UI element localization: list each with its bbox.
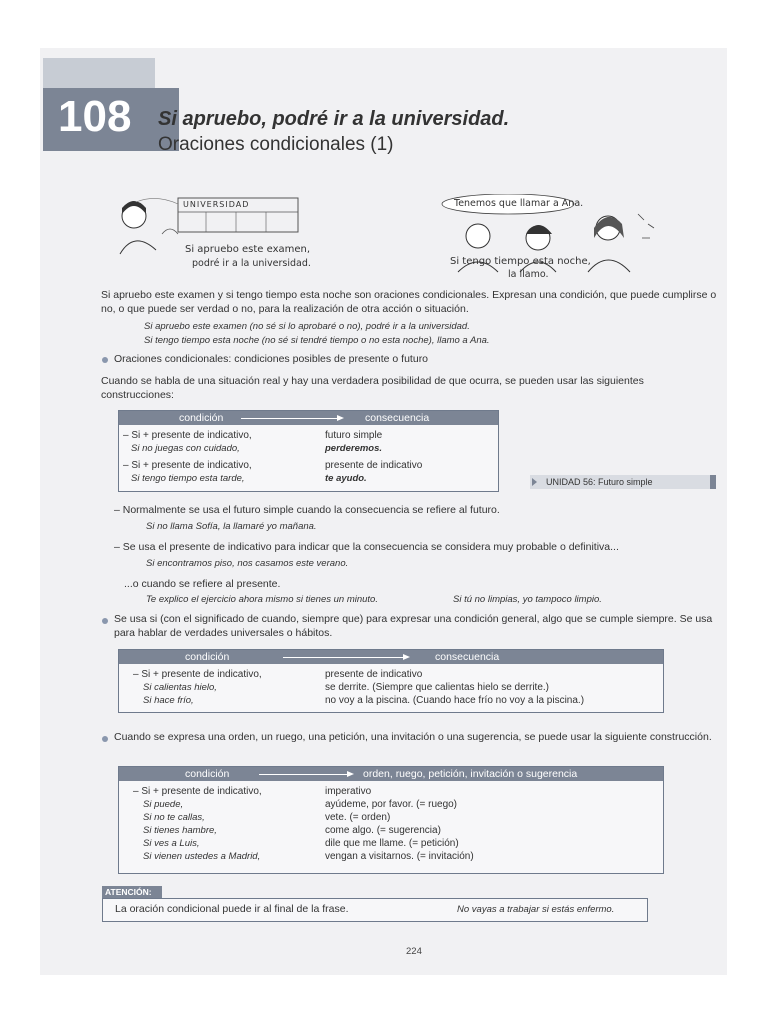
- table-cell: – Si + presente de indicativo,: [133, 669, 262, 680]
- bullet: [102, 736, 108, 742]
- table-cell: Si hace frío,: [143, 695, 194, 706]
- table-cell: te ayudo.: [325, 473, 367, 484]
- table-col-condition: condición: [179, 412, 224, 424]
- note-3-example-2: Si tú no limpias, yo tampoco limpio.: [453, 594, 602, 605]
- table-header: [119, 767, 663, 781]
- unit-ref-label: UNIDAD 56: Futuro simple: [546, 477, 653, 487]
- conditions-table-3: [118, 766, 664, 874]
- unit-subtitle: Oraciones condicionales (1): [158, 134, 394, 155]
- table-cell: vengan a visitarnos. (= invitación): [325, 851, 474, 862]
- attention-label: ATENCIÓN:: [105, 887, 152, 897]
- table-cell: imperativo: [325, 786, 372, 797]
- left-caption-line2: podré ir a la universidad.: [192, 258, 311, 269]
- left-sign: UNIVERSIDAD: [183, 200, 250, 209]
- conditions-table-2: [118, 649, 664, 713]
- table-cell: ayúdeme, por favor. (= ruego): [325, 799, 458, 810]
- attention-box: [102, 898, 648, 922]
- header-tab: [43, 58, 155, 88]
- table-arrow-line: [259, 774, 347, 775]
- unit-ref-end-bar: [710, 475, 716, 489]
- table-header: [119, 650, 663, 664]
- arrow-right-icon: [403, 654, 410, 660]
- page-number: 224: [406, 946, 422, 957]
- attention-text: La oración condicional puede ir al final de la frase.: [115, 903, 349, 915]
- table-cell: presente de indicativo: [325, 669, 423, 680]
- left-caption-line1: Si apruebo este examen,: [185, 244, 311, 255]
- table-cell: – Si + presente de indicativo,: [123, 460, 252, 471]
- intro-text: Si apruebo este examen y si tengo tiempo esta noche son oraciones condicionales. Expresan una condición, que puede cumplirse o no, o que puede ser verdad o no, para la realización de otra acción o situación.: [101, 289, 717, 315]
- unit-cross-reference[interactable]: [530, 475, 716, 489]
- table-cell: Si tengo tiempo esta tarde,: [131, 473, 245, 484]
- table-cell: Si calientas hielo,: [143, 682, 217, 693]
- table-cell: presente de indicativo: [325, 460, 423, 471]
- table-cell: – Si + presente de indicativo,: [133, 786, 262, 797]
- table-col-condition: condición: [185, 651, 230, 663]
- right-caption-line2: la llamo.: [508, 269, 549, 280]
- table-cell: Si puede,: [143, 799, 184, 810]
- table-cell: dile que me llame. (= petición): [325, 838, 459, 849]
- right-speech: Tenemos que llamar a Ana.: [454, 198, 584, 209]
- note-2: – Se usa el presente de indicativo para indicar que la consecuencia se considera muy probable o definitiva...: [114, 541, 619, 553]
- table-cell: come algo. (= sugerencia): [325, 825, 441, 836]
- table-cell: no voy a la piscina. (Cuando hace frío no voy a la piscina.): [325, 695, 585, 706]
- arrow-right-icon: [337, 415, 344, 421]
- table-cell: Si no juegas con cuidado,: [131, 443, 240, 454]
- section1-text: Cuando se habla de una situación real y hay una verdadera posibilidad de que ocurra, se pueden usar las siguientes construcciones:: [101, 375, 644, 401]
- table-arrow-line: [283, 657, 403, 658]
- conditions-table-1: [118, 410, 499, 492]
- bullet: [102, 618, 108, 624]
- table-cell: Si tienes hambre,: [143, 825, 217, 836]
- table-cell: vete. (= orden): [325, 812, 391, 823]
- section3-text: Cuando se expresa una orden, un ruego, una petición, una invitación o una sugerencia, se puede usar la siguiente construcción.: [114, 731, 712, 743]
- note-2-example: Si encontramos piso, nos casamos este verano.: [146, 558, 349, 569]
- table-cell: Si vienen ustedes a Madrid,: [143, 851, 261, 862]
- table-cell: perderemos.: [325, 443, 383, 454]
- section2-text: Se usa si (con el significado de cuando, siempre que) para expresar una condición general, algo que se cumple siempre. Se usa para hablar de verdades universales o hábitos.: [114, 613, 713, 639]
- note-3: ...o cuando se refiere al presente.: [124, 578, 281, 590]
- table-col-consequence: consecuencia: [365, 412, 430, 424]
- table-cell: Si ves a Luis,: [143, 838, 200, 849]
- arrow-right-icon: [347, 771, 354, 777]
- unit-number: 108: [58, 92, 132, 141]
- play-arrow-icon: [532, 478, 537, 486]
- table-cell: – Si + presente de indicativo,: [123, 430, 252, 441]
- right-caption-line1: Si tengo tiempo esta noche,: [450, 256, 591, 267]
- table-col-consequence: orden, ruego, petición, invitación o sugerencia: [363, 768, 578, 780]
- table-cell: futuro simple: [325, 430, 383, 441]
- note-1: – Normalmente se usa el futuro simple cuando la consecuencia se refiere al futuro.: [114, 504, 500, 516]
- table-header: [119, 411, 498, 425]
- attention-example: No vayas a trabajar si estás enfermo.: [457, 904, 615, 915]
- table-cell: Si no te callas,: [143, 812, 205, 823]
- table-arrow-line: [241, 418, 337, 419]
- unit-title: Si apruebo, podré ir a la universidad.: [158, 108, 510, 130]
- intro-example-1: Si apruebo este examen (no sé si lo aprobaré o no), podré ir a la universidad.: [144, 321, 470, 332]
- note-3-example-1: Te explico el ejercicio ahora mismo si tienes un minuto.: [146, 594, 378, 605]
- bullet: [102, 357, 108, 363]
- table-cell: se derrite. (Siempre que calientas hielo se derrite.): [325, 682, 549, 693]
- table-col-consequence: consecuencia: [435, 651, 500, 663]
- intro-example-2: Si tengo tiempo esta noche (no sé si tendré tiempo o no esta noche), llamo a Ana.: [144, 335, 490, 346]
- table-col-condition: condición: [185, 768, 230, 780]
- attention-label-box: [102, 886, 162, 898]
- section1-heading: Oraciones condicionales: condiciones posibles de presente o futuro: [114, 353, 429, 365]
- note-1-example: Si no llama Sofía, la llamaré yo mañana.: [146, 521, 317, 532]
- book-page: [40, 48, 727, 975]
